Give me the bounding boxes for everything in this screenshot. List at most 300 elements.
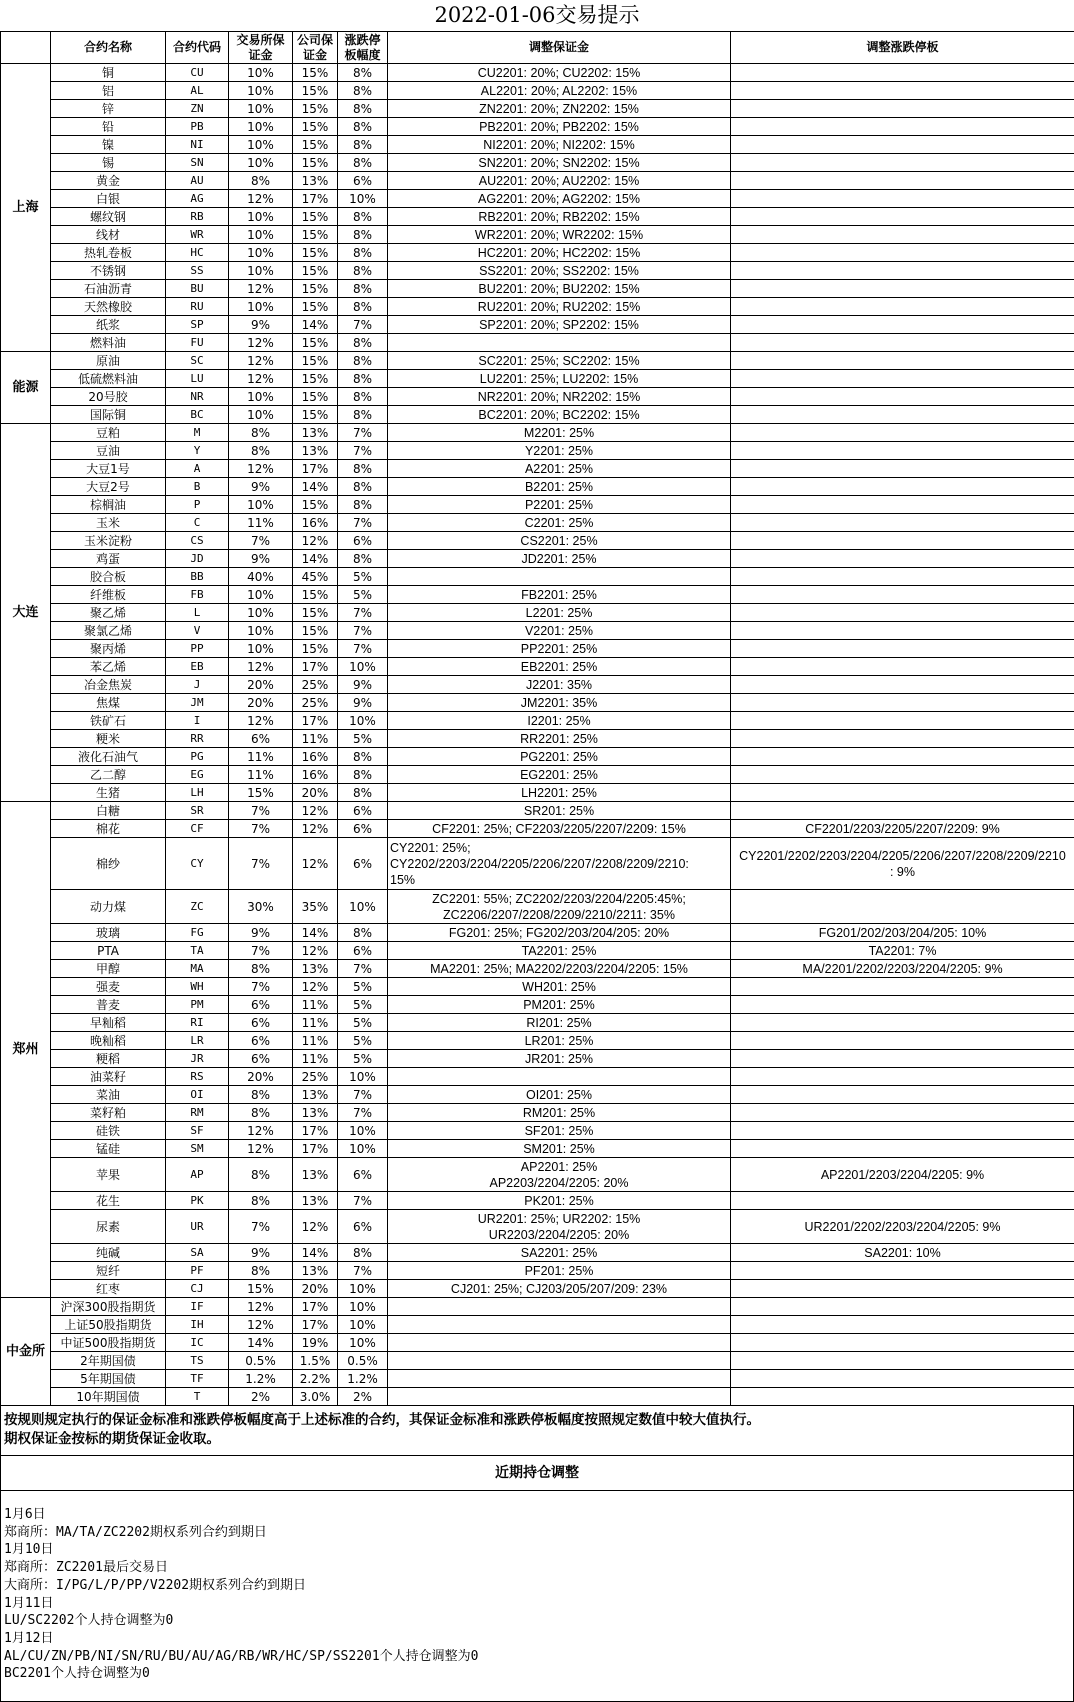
- adjusted-margin-cell: EG2201: 25%: [388, 766, 731, 784]
- contract-name-cell: 铝: [51, 82, 166, 100]
- note-line: 1月12日: [4, 1630, 54, 1646]
- company-margin-cell: 16%: [293, 748, 338, 766]
- price-limit-cell: 7%: [338, 640, 388, 658]
- contract-name-cell: 白银: [51, 190, 166, 208]
- adjusted-limit-cell: CY2201/2202/2203/2204/2205/2206/2207/2208/2209/2210 : 9%: [731, 838, 1074, 890]
- price-limit-cell: 5%: [338, 996, 388, 1014]
- adjusted-limit-cell: [731, 890, 1074, 924]
- table-row: [1, 1244, 1074, 1262]
- table-row: [1, 370, 1074, 388]
- note-line: 1月6日: [4, 1507, 46, 1522]
- company-margin-cell: 17%: [293, 1140, 338, 1158]
- adjusted-margin-cell: [388, 568, 731, 586]
- price-limit-cell: 8%: [338, 262, 388, 280]
- table-row: [1, 532, 1074, 550]
- price-limit-cell: 7%: [338, 622, 388, 640]
- contract-name-cell: 中证500股指期货: [51, 1334, 166, 1352]
- table-row: [1, 82, 1074, 100]
- table-row: [1, 478, 1074, 496]
- table-row: [1, 226, 1074, 244]
- exchange-margin-cell: 7%: [229, 802, 293, 820]
- company-margin-cell: 15%: [293, 298, 338, 316]
- contract-code-cell: TF: [166, 1370, 229, 1388]
- adjusted-margin-cell: JR201: 25%: [388, 1050, 731, 1068]
- table-row: [1, 1086, 1074, 1104]
- company-margin-cell: 12%: [293, 838, 338, 890]
- company-margin-cell: 15%: [293, 334, 338, 352]
- contract-name-cell: 红枣: [51, 1280, 166, 1298]
- adjusted-limit-cell: [731, 514, 1074, 532]
- price-limit-cell: 9%: [338, 676, 388, 694]
- exchange-margin-cell: 10%: [229, 244, 293, 262]
- table-row: [1, 820, 1074, 838]
- adjusted-limit-cell: [731, 334, 1074, 352]
- contract-code-cell: FG: [166, 924, 229, 942]
- adjusted-margin-cell: RI201: 25%: [388, 1014, 731, 1032]
- company-margin-cell: 13%: [293, 442, 338, 460]
- adjusted-limit-cell: [731, 262, 1074, 280]
- company-margin-cell: 19%: [293, 1334, 338, 1352]
- contract-code-cell: M: [166, 424, 229, 442]
- exchange-margin-cell: 10%: [229, 226, 293, 244]
- adjusted-limit-cell: [731, 208, 1074, 226]
- adjusted-limit-cell: [731, 280, 1074, 298]
- exchange-margin-cell: 10%: [229, 586, 293, 604]
- adjusted-limit-cell: [731, 586, 1074, 604]
- contract-code-cell: AL: [166, 82, 229, 100]
- adjusted-margin-cell: M2201: 25%: [388, 424, 731, 442]
- table-row: [1, 784, 1074, 802]
- table-row: [1, 550, 1074, 568]
- adjusted-margin-cell: JM2201: 35%: [388, 694, 731, 712]
- contract-name-cell: 豆油: [51, 442, 166, 460]
- adjusted-margin-cell: WH201: 25%: [388, 978, 731, 996]
- contract-name-cell: 纸浆: [51, 316, 166, 334]
- price-limit-cell: 7%: [338, 960, 388, 978]
- contract-code-cell: PP: [166, 640, 229, 658]
- table-row: [1, 766, 1074, 784]
- contract-name-cell: 聚氯乙烯: [51, 622, 166, 640]
- contract-name-cell: 镍: [51, 136, 166, 154]
- price-limit-cell: 0.5%: [338, 1352, 388, 1370]
- adjusted-limit-cell: [731, 604, 1074, 622]
- adjusted-margin-cell: [388, 1370, 731, 1388]
- price-limit-cell: 8%: [338, 136, 388, 154]
- price-limit-cell: 8%: [338, 118, 388, 136]
- contract-code-cell: CS: [166, 532, 229, 550]
- price-limit-cell: 10%: [338, 190, 388, 208]
- contract-name-cell: 上证50股指期货: [51, 1316, 166, 1334]
- contract-code-cell: HC: [166, 244, 229, 262]
- exchange-margin-cell: 9%: [229, 924, 293, 942]
- adjusted-margin-cell: I2201: 25%: [388, 712, 731, 730]
- adjusted-margin-cell: SM201: 25%: [388, 1140, 731, 1158]
- adjusted-limit-cell: [731, 226, 1074, 244]
- contract-name-cell: 短纤: [51, 1262, 166, 1280]
- contract-code-cell: ZC: [166, 890, 229, 924]
- contract-name-cell: 生猪: [51, 784, 166, 802]
- price-limit-cell: 6%: [338, 172, 388, 190]
- contract-name-cell: 10年期国债: [51, 1388, 166, 1406]
- exchange-margin-cell: 10%: [229, 82, 293, 100]
- note-line: AL/CU/ZN/PB/NI/SN/RU/BU/AU/AG/RB/WR/HC/SP/SS2201个人持仓调整为0: [4, 1648, 479, 1664]
- contract-code-cell: ZN: [166, 100, 229, 118]
- contract-name-cell: 硅铁: [51, 1122, 166, 1140]
- company-margin-cell: 14%: [293, 316, 338, 334]
- contract-name-cell: 白糖: [51, 802, 166, 820]
- adjusted-margin-cell: RU2201: 20%; RU2202: 15%: [388, 298, 731, 316]
- exchange-margin-cell: 40%: [229, 568, 293, 586]
- table-row: [1, 1352, 1074, 1370]
- company-margin-cell: 13%: [293, 1262, 338, 1280]
- exchange-margin-cell: 8%: [229, 172, 293, 190]
- exchange-margin-cell: 20%: [229, 676, 293, 694]
- contract-name-cell: 冶金焦炭: [51, 676, 166, 694]
- adjusted-margin-cell: P2201: 25%: [388, 496, 731, 514]
- exchange-margin-cell: 8%: [229, 1158, 293, 1192]
- rules-note: [0, 1405, 1074, 1455]
- adjusted-limit-cell: [731, 1032, 1074, 1050]
- contract-code-cell: LH: [166, 784, 229, 802]
- company-margin-cell: 13%: [293, 424, 338, 442]
- adjusted-margin-cell: AG2201: 20%; AG2202: 15%: [388, 190, 731, 208]
- contract-name-cell: 粳米: [51, 730, 166, 748]
- company-margin-cell: 17%: [293, 1122, 338, 1140]
- adjusted-limit-cell: [731, 1086, 1074, 1104]
- rule-line: 期权保证金按标的期货保证金收取。: [4, 1431, 220, 1447]
- contract-name-cell: 纤维板: [51, 586, 166, 604]
- adjusted-margin-cell: AL2201: 20%; AL2202: 15%: [388, 82, 731, 100]
- exchange-margin-cell: 12%: [229, 1316, 293, 1334]
- adjusted-margin-cell: Y2201: 25%: [388, 442, 731, 460]
- contract-name-cell: 甲醇: [51, 960, 166, 978]
- price-limit-cell: 6%: [338, 532, 388, 550]
- contract-name-cell: 菜籽粕: [51, 1104, 166, 1122]
- table-row: [1, 1122, 1074, 1140]
- exchange-margin-cell: 8%: [229, 960, 293, 978]
- adjusted-limit-cell: TA2201: 7%: [731, 942, 1074, 960]
- table-row: [1, 298, 1074, 316]
- exchange-margin-cell: 8%: [229, 1192, 293, 1210]
- company-margin-cell: 25%: [293, 676, 338, 694]
- price-limit-cell: 5%: [338, 1050, 388, 1068]
- price-limit-cell: 10%: [338, 1140, 388, 1158]
- table-row: [1, 352, 1074, 370]
- contract-code-cell: LU: [166, 370, 229, 388]
- contract-code-cell: TA: [166, 942, 229, 960]
- price-limit-cell: 7%: [338, 442, 388, 460]
- adjusted-limit-cell: [731, 978, 1074, 996]
- adjusted-margin-cell: [388, 1068, 731, 1086]
- adjusted-limit-cell: [731, 1388, 1074, 1406]
- table-row: [1, 1032, 1074, 1050]
- table-row: [1, 1298, 1074, 1316]
- table-row: [1, 658, 1074, 676]
- price-limit-cell: 8%: [338, 460, 388, 478]
- price-limit-cell: 8%: [338, 478, 388, 496]
- price-limit-cell: 10%: [338, 1316, 388, 1334]
- exchange-cell: 中金所: [1, 1298, 51, 1406]
- contract-code-cell: I: [166, 712, 229, 730]
- adjusted-margin-cell: AU2201: 20%; AU2202: 15%: [388, 172, 731, 190]
- contract-code-cell: JM: [166, 694, 229, 712]
- company-margin-cell: 45%: [293, 568, 338, 586]
- exchange-margin-cell: 10%: [229, 64, 293, 82]
- contract-name-cell: 棉花: [51, 820, 166, 838]
- adjusted-limit-cell: [731, 136, 1074, 154]
- table-row: [1, 190, 1074, 208]
- adjusted-margin-cell: CU2201: 20%; CU2202: 15%: [388, 64, 731, 82]
- company-margin-cell: 15%: [293, 82, 338, 100]
- table-row: [1, 424, 1074, 442]
- contract-name-cell: 晚籼稻: [51, 1032, 166, 1050]
- adjusted-limit-cell: [731, 1014, 1074, 1032]
- header-adjusted-limit: 调整涨跌停板: [731, 32, 1074, 64]
- adjusted-margin-cell: PK201: 25%: [388, 1192, 731, 1210]
- price-limit-cell: 8%: [338, 784, 388, 802]
- table-header-row: [1, 32, 1074, 64]
- exchange-margin-cell: 10%: [229, 640, 293, 658]
- table-row: [1, 100, 1074, 118]
- adjusted-margin-cell: PM201: 25%: [388, 996, 731, 1014]
- note-line: LU/SC2202个人持仓调整为0: [4, 1613, 174, 1629]
- contract-name-cell: 棉纱: [51, 838, 166, 890]
- contract-code-cell: SC: [166, 352, 229, 370]
- company-margin-cell: 15%: [293, 604, 338, 622]
- company-margin-cell: 12%: [293, 802, 338, 820]
- price-limit-cell: 8%: [338, 496, 388, 514]
- exchange-margin-cell: 9%: [229, 550, 293, 568]
- exchange-margin-cell: 8%: [229, 1262, 293, 1280]
- adjusted-margin-cell: [388, 1334, 731, 1352]
- contract-code-cell: BU: [166, 280, 229, 298]
- adjusted-limit-cell: [731, 424, 1074, 442]
- adjusted-margin-cell: PG2201: 25%: [388, 748, 731, 766]
- adjusted-margin-cell: B2201: 25%: [388, 478, 731, 496]
- price-limit-cell: 8%: [338, 82, 388, 100]
- exchange-margin-cell: 6%: [229, 1032, 293, 1050]
- table-row: [1, 1280, 1074, 1298]
- rule-line: 按规则规定执行的保证金标准和涨跌停板幅度高于上述标准的合约，其保证金标准和涨跌停板幅度按照规定数值中较大值执行。: [4, 1412, 760, 1428]
- exchange-margin-cell: 12%: [229, 280, 293, 298]
- contract-code-cell: MA: [166, 960, 229, 978]
- price-limit-cell: 10%: [338, 712, 388, 730]
- contract-code-cell: FU: [166, 334, 229, 352]
- exchange-margin-cell: 15%: [229, 1280, 293, 1298]
- exchange-margin-cell: 12%: [229, 352, 293, 370]
- table-row: [1, 172, 1074, 190]
- adjusted-limit-cell: [731, 118, 1074, 136]
- adjusted-margin-cell: TA2201: 25%: [388, 942, 731, 960]
- price-limit-cell: 8%: [338, 766, 388, 784]
- contract-code-cell: IC: [166, 1334, 229, 1352]
- contract-code-cell: FB: [166, 586, 229, 604]
- table-row: [1, 280, 1074, 298]
- contract-name-cell: 强麦: [51, 978, 166, 996]
- table-row: [1, 334, 1074, 352]
- adjusted-limit-cell: [731, 766, 1074, 784]
- exchange-margin-cell: 30%: [229, 890, 293, 924]
- price-limit-cell: 7%: [338, 604, 388, 622]
- exchange-margin-cell: 11%: [229, 748, 293, 766]
- contract-name-cell: 苯乙烯: [51, 658, 166, 676]
- table-row: [1, 1316, 1074, 1334]
- contract-code-cell: BB: [166, 568, 229, 586]
- adjusted-margin-cell: SA2201: 25%: [388, 1244, 731, 1262]
- contract-name-cell: 鸡蛋: [51, 550, 166, 568]
- contract-code-cell: SN: [166, 154, 229, 172]
- exchange-margin-cell: 7%: [229, 532, 293, 550]
- adjusted-margin-cell: CF2201: 25%; CF2203/2205/2207/2209: 15%: [388, 820, 731, 838]
- contract-name-cell: 尿素: [51, 1210, 166, 1244]
- company-margin-cell: 15%: [293, 370, 338, 388]
- company-margin-cell: 13%: [293, 1104, 338, 1122]
- contract-name-cell: 螺纹钢: [51, 208, 166, 226]
- price-limit-cell: 6%: [338, 1158, 388, 1192]
- adjusted-margin-cell: SF201: 25%: [388, 1122, 731, 1140]
- company-margin-cell: 14%: [293, 478, 338, 496]
- table-row: [1, 136, 1074, 154]
- company-margin-cell: 12%: [293, 978, 338, 996]
- contract-name-cell: 5年期国债: [51, 1370, 166, 1388]
- price-limit-cell: 8%: [338, 334, 388, 352]
- contract-code-cell: PK: [166, 1192, 229, 1210]
- price-limit-cell: 7%: [338, 1086, 388, 1104]
- exchange-margin-cell: 12%: [229, 1298, 293, 1316]
- adjusted-margin-cell: CS2201: 25%: [388, 532, 731, 550]
- contract-name-cell: 锌: [51, 100, 166, 118]
- header-adjusted-margin: 调整保证金: [388, 32, 731, 64]
- adjusted-limit-cell: [731, 784, 1074, 802]
- contract-name-cell: 焦煤: [51, 694, 166, 712]
- exchange-margin-cell: 10%: [229, 604, 293, 622]
- contract-code-cell: Y: [166, 442, 229, 460]
- price-limit-cell: 7%: [338, 514, 388, 532]
- exchange-margin-cell: 10%: [229, 136, 293, 154]
- exchange-margin-cell: 6%: [229, 1014, 293, 1032]
- adjusted-margin-cell: EB2201: 25%: [388, 658, 731, 676]
- company-margin-cell: 17%: [293, 1316, 338, 1334]
- table-row: [1, 118, 1074, 136]
- adjusted-margin-cell: RB2201: 20%; RB2202: 15%: [388, 208, 731, 226]
- adjusted-margin-cell: SC2201: 25%; SC2202: 15%: [388, 352, 731, 370]
- adjusted-margin-cell: V2201: 25%: [388, 622, 731, 640]
- adjusted-limit-cell: SA2201: 10%: [731, 1244, 1074, 1262]
- exchange-margin-cell: 7%: [229, 942, 293, 960]
- adjusted-margin-cell: MA2201: 25%; MA2202/2203/2204/2205: 15%: [388, 960, 731, 978]
- price-limit-cell: 7%: [338, 1192, 388, 1210]
- adjusted-limit-cell: [731, 676, 1074, 694]
- company-margin-cell: 11%: [293, 1032, 338, 1050]
- exchange-margin-cell: 9%: [229, 1244, 293, 1262]
- company-margin-cell: 15%: [293, 622, 338, 640]
- adjusted-limit-cell: [731, 1334, 1074, 1352]
- contract-code-cell: EG: [166, 766, 229, 784]
- table-row: [1, 262, 1074, 280]
- exchange-margin-cell: 10%: [229, 622, 293, 640]
- price-limit-cell: 5%: [338, 1032, 388, 1050]
- table-row: [1, 496, 1074, 514]
- price-limit-cell: 8%: [338, 924, 388, 942]
- exchange-margin-cell: 12%: [229, 1140, 293, 1158]
- margin-table: [0, 31, 1074, 1406]
- adjusted-limit-cell: [731, 388, 1074, 406]
- adjusted-limit-cell: [731, 1316, 1074, 1334]
- exchange-margin-cell: 20%: [229, 1068, 293, 1086]
- table-row: [1, 1104, 1074, 1122]
- price-limit-cell: 10%: [338, 1122, 388, 1140]
- page-title: 2022-01-06交易提示: [434, 3, 640, 27]
- contract-name-cell: 沪深300股指期货: [51, 1298, 166, 1316]
- adjusted-limit-cell: [731, 748, 1074, 766]
- contract-code-cell: WH: [166, 978, 229, 996]
- contract-code-cell: IF: [166, 1298, 229, 1316]
- company-margin-cell: 13%: [293, 1086, 338, 1104]
- company-margin-cell: 13%: [293, 172, 338, 190]
- company-margin-cell: 15%: [293, 496, 338, 514]
- exchange-margin-cell: 10%: [229, 406, 293, 424]
- adjusted-limit-cell: [731, 496, 1074, 514]
- company-margin-cell: 20%: [293, 784, 338, 802]
- exchange-margin-cell: 10%: [229, 100, 293, 118]
- company-margin-cell: 15%: [293, 226, 338, 244]
- contract-name-cell: 动力煤: [51, 890, 166, 924]
- contract-name-cell: 玉米: [51, 514, 166, 532]
- price-limit-cell: 8%: [338, 388, 388, 406]
- contract-name-cell: 铅: [51, 118, 166, 136]
- exchange-cell: 上海: [1, 64, 51, 352]
- adjusted-limit-cell: [731, 298, 1074, 316]
- adjusted-limit-cell: [731, 658, 1074, 676]
- contract-code-cell: PM: [166, 996, 229, 1014]
- company-margin-cell: 13%: [293, 1192, 338, 1210]
- contract-code-cell: RS: [166, 1068, 229, 1086]
- price-limit-cell: 7%: [338, 316, 388, 334]
- contract-code-cell: PB: [166, 118, 229, 136]
- table-row: [1, 890, 1074, 924]
- adjusted-margin-cell: LH2201: 25%: [388, 784, 731, 802]
- price-limit-cell: 8%: [338, 100, 388, 118]
- contract-code-cell: JD: [166, 550, 229, 568]
- exchange-margin-cell: 0.5%: [229, 1352, 293, 1370]
- adjusted-limit-cell: [731, 82, 1074, 100]
- adjusted-margin-cell: OI201: 25%: [388, 1086, 731, 1104]
- contract-name-cell: 2年期国债: [51, 1352, 166, 1370]
- company-margin-cell: 14%: [293, 924, 338, 942]
- contract-name-cell: 石油沥青: [51, 280, 166, 298]
- exchange-margin-cell: 10%: [229, 154, 293, 172]
- adjusted-margin-cell: FB2201: 25%: [388, 586, 731, 604]
- contract-code-cell: RR: [166, 730, 229, 748]
- table-row: [1, 838, 1074, 890]
- contract-name-cell: 不锈钢: [51, 262, 166, 280]
- exchange-margin-cell: 12%: [229, 460, 293, 478]
- note-line: 1月11日: [4, 1595, 54, 1611]
- table-row: [1, 978, 1074, 996]
- adjusted-limit-cell: [731, 622, 1074, 640]
- price-limit-cell: 8%: [338, 226, 388, 244]
- company-margin-cell: 12%: [293, 532, 338, 550]
- header-price-limit: 涨跌停板幅度: [338, 32, 388, 64]
- exchange-margin-cell: 10%: [229, 118, 293, 136]
- table-row: [1, 154, 1074, 172]
- adjusted-margin-cell: UR2201: 25%; UR2202: 15% UR2203/2204/2205: 20%: [388, 1210, 731, 1244]
- contract-code-cell: AG: [166, 190, 229, 208]
- adjusted-margin-cell: AP2201: 25% AP2203/2204/2205: 20%: [388, 1158, 731, 1192]
- company-margin-cell: 17%: [293, 190, 338, 208]
- company-margin-cell: 17%: [293, 1298, 338, 1316]
- contract-name-cell: 聚丙烯: [51, 640, 166, 658]
